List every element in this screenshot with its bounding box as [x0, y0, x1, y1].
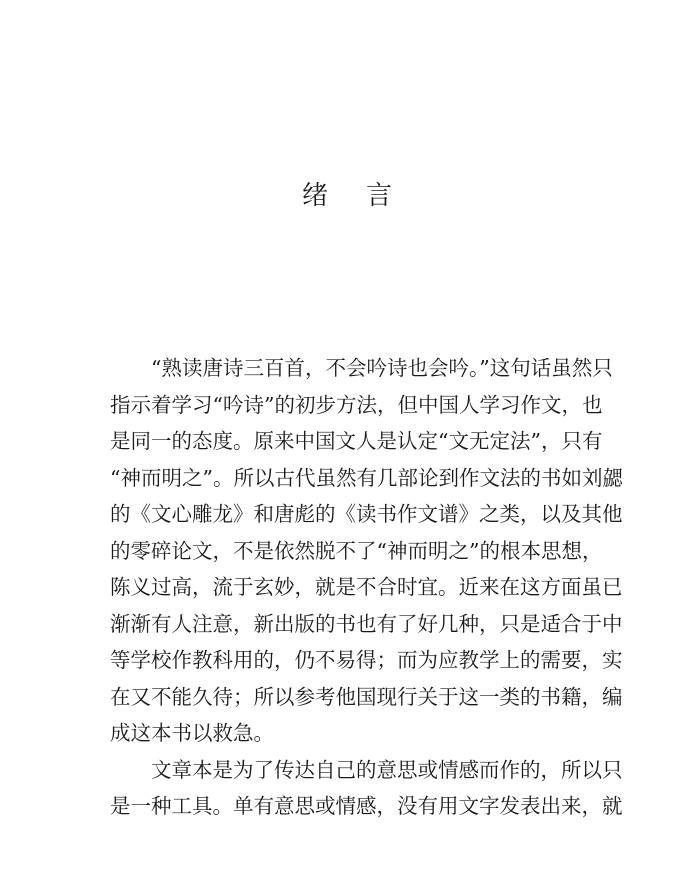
text-line: 陈义过高，流于玄妙，就是不合时宜。近来在这方面虽已 — [110, 575, 623, 599]
paragraph-1 — [110, 350, 623, 752]
text-line: 成这本书以救急。 — [110, 721, 274, 745]
text-line: 的零碎论文，不是依然脱不了“神而明之”的根本思想， — [110, 538, 603, 563]
page-title — [0, 176, 694, 216]
text-line: “熟读唐诗三百首，不会吟诗也会吟。”这句话虽然只 — [151, 356, 613, 380]
text-line: 在又不能久待；所以参考他国现行关于这一类的书籍，编 — [110, 684, 623, 709]
text-line: 是同一的态度。原来中国文人是认定“文无定法”，只有 — [110, 429, 603, 453]
title-char-2: 言 — [366, 181, 393, 211]
text-line: “神而明之”。所以古代虽然有几部论到作文法的书如刘勰 — [110, 465, 623, 490]
text-line: 指示着学习“吟诗”的初步方法，但中国人学习作文，也 — [110, 392, 603, 417]
text-line: 渐渐有人注意，新出版的书也有了好几种，只是适合于中 — [110, 611, 623, 636]
text-line: 的《文心雕龙》和唐彪的《读书作文谱》之类，以及其他 — [110, 502, 623, 526]
paragraph-2 — [110, 752, 623, 825]
body-text — [110, 350, 623, 825]
text-line: 文章本是为了传达自己的意思或情感而作的，所以只 — [151, 757, 623, 782]
title-char-1: 绪 — [301, 181, 328, 211]
text-line: 等学校作教科用的，仍不易得；而为应教学上的需要，实 — [110, 648, 623, 672]
text-line: 是一种工具。单有意思或情感，没有用文字发表出来，就 — [110, 794, 623, 818]
